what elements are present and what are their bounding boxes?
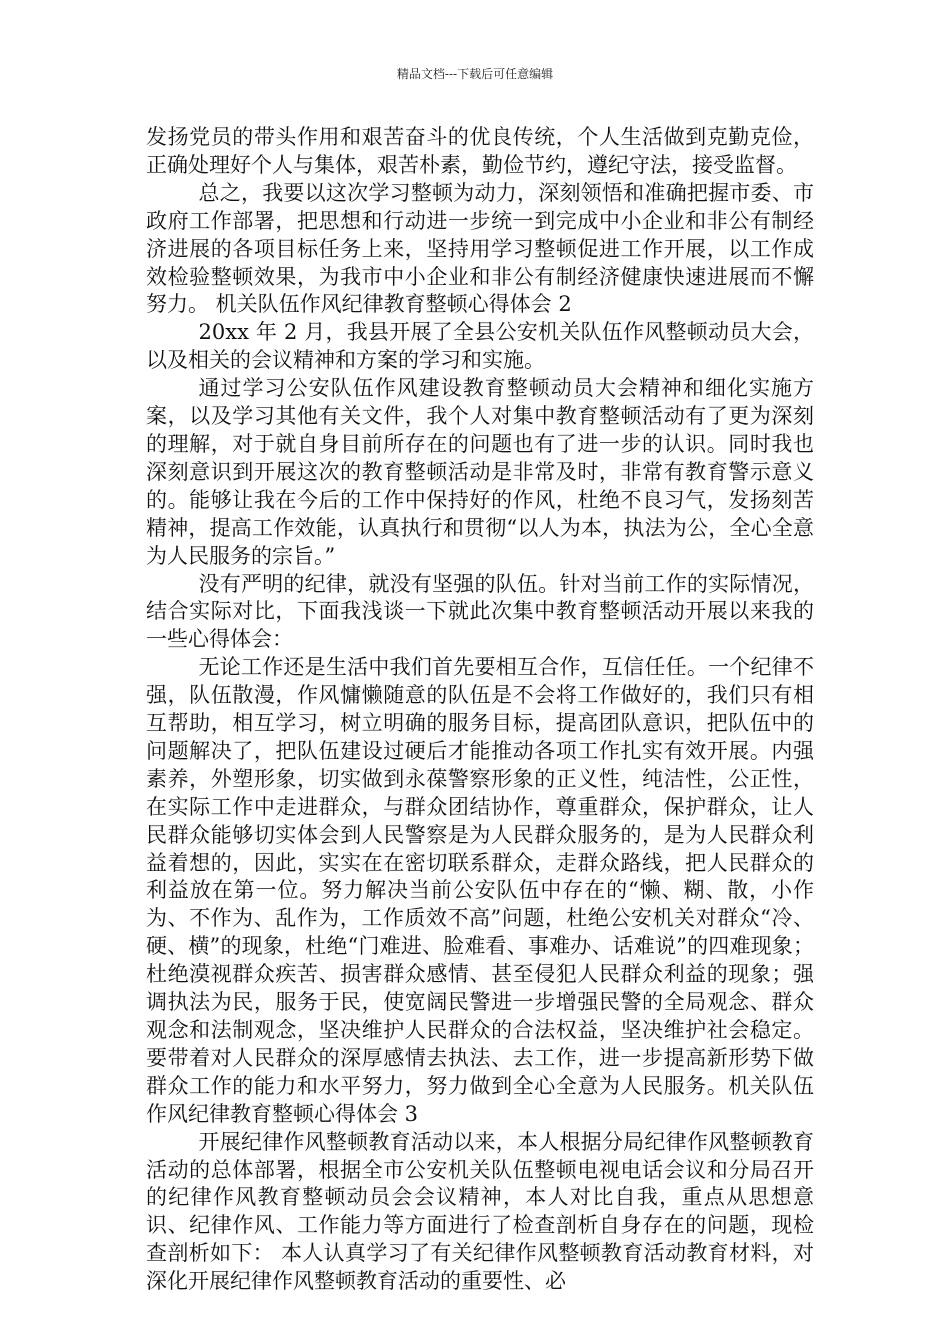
paragraph: 总之，我要以这次学习整顿为动力，深刻领悟和准确把握市委、市政府工作部署，把思想和行动进一步统一到完成中小企业和非公有制经济进展的各项目标任务上来，坚持用学习整顿促进工作开展，以工作成效检验整顿效果，为我市中小企业和非公有制经济健康快速进展而不懈努力。 机关队伍作风纪律教育整顿心得体会 2 [146,180,814,317]
paragraph: 开展纪律作风整顿教育活动以来，本人根据分局纪律作风整顿教育活动的总体部署，根据全市公安机关队伍整顿电视电话会议和分局召开的纪律作风教育整顿动员会会议精神，本人对比自我，重点从思想意识、纪律作风、工作能力等方面进行了检查剖析自身存在的问题，现检查剖析如下： 本人认真学习了有关纪律作风整顿教育活动教育材料，对深化开展纪律作风整顿教育活动的重要性、必 [146,1129,814,1294]
paragraph: 通过学习公安队伍作风建设教育整顿动员大会精神和细化实施方案，以及学习其他有关文件，我个人对集中教育整顿活动有了更为深刻的理解，对于就自身目前所存在的问题也有了进一步的认识。同时我也深刻意识到开展这次的教育整顿活动是非常及时，非常有教育警示意义的。能够让我在今后的工作中保持好的作风，杜绝不良习气，发扬刻苦精神，提高工作效能，认真执行和贯彻“以人为本，执法为公，全心全意为人民服务的宗旨。” [146,376,814,568]
paragraph: 没有严明的纪律，就没有坚强的队伍。针对当前工作的实际情况，结合实际对比，下面我浅谈一下就此次集中教育整顿活动开展以来我的一些心得体会： [146,571,814,652]
page-header: 精品文档---下载后可任意编辑 [396,67,554,81]
paragraph: 20xx 年 2 月，我县开展了全县公安机关队伍作风整顿动员大会，以及相关的会议精神和方案的学习和实施。 [146,320,814,373]
paragraph: 无论工作还是生活中我们首先要相互合作，互信任任。一个纪律不强，队伍散漫，作风慵懒随意的队伍是不会将工作做好的，我们只有相互帮助，相互学习，树立明确的服务目标，提高团队意识，把队伍中的问题解决了，把队伍建设过硬后才能推动各项工作扎实有效开展。内强素养，外塑形象，切实做到永葆警察形象的正义性，纯洁性，公正性，在实际工作中走进群众，与群众团结协作，尊重群众，保护群众，让人民群众能够切实体会到人民警察是为人民群众服务的，是为人民群众利益着想的，因此，实实在在密切联系群众，走群众路线，把人民群众的利益放在第一位。努力解决当前公安队伍中存在的“懒、糊、散，小作为、不作为、乱作为，工作质效不高”问题，杜绝公安机关对群众“冷、硬、横”的现象，杜绝“门难进、脸难看、事难办、话难说”的四难现象；杜绝漠视群众疾苦、损害群众感情、甚至侵犯人民群众利益的现象；强调执法为民，服务于民，使宽阔民警进一步增强民警的全局观念、群众观念和法制观念，坚决维护人民群众的合法权益，坚决维护社会稳定。要带着对人民群众的深厚感情去执法、去工作，进一步提高新形势下做群众工作的能力和水平努力，努力做到全心全意为人民服务。机关队伍作风纪律教育整顿心得体会 3 [146,655,814,1126]
paragraph: 发扬党员的带头作用和艰苦奋斗的优良传统，个人生活做到克勤克俭，正确处理好个人与集体，艰苦朴素，勤俭节约，遵纪守法，接受监督。 [146,125,814,177]
document-body [146,124,814,1296]
